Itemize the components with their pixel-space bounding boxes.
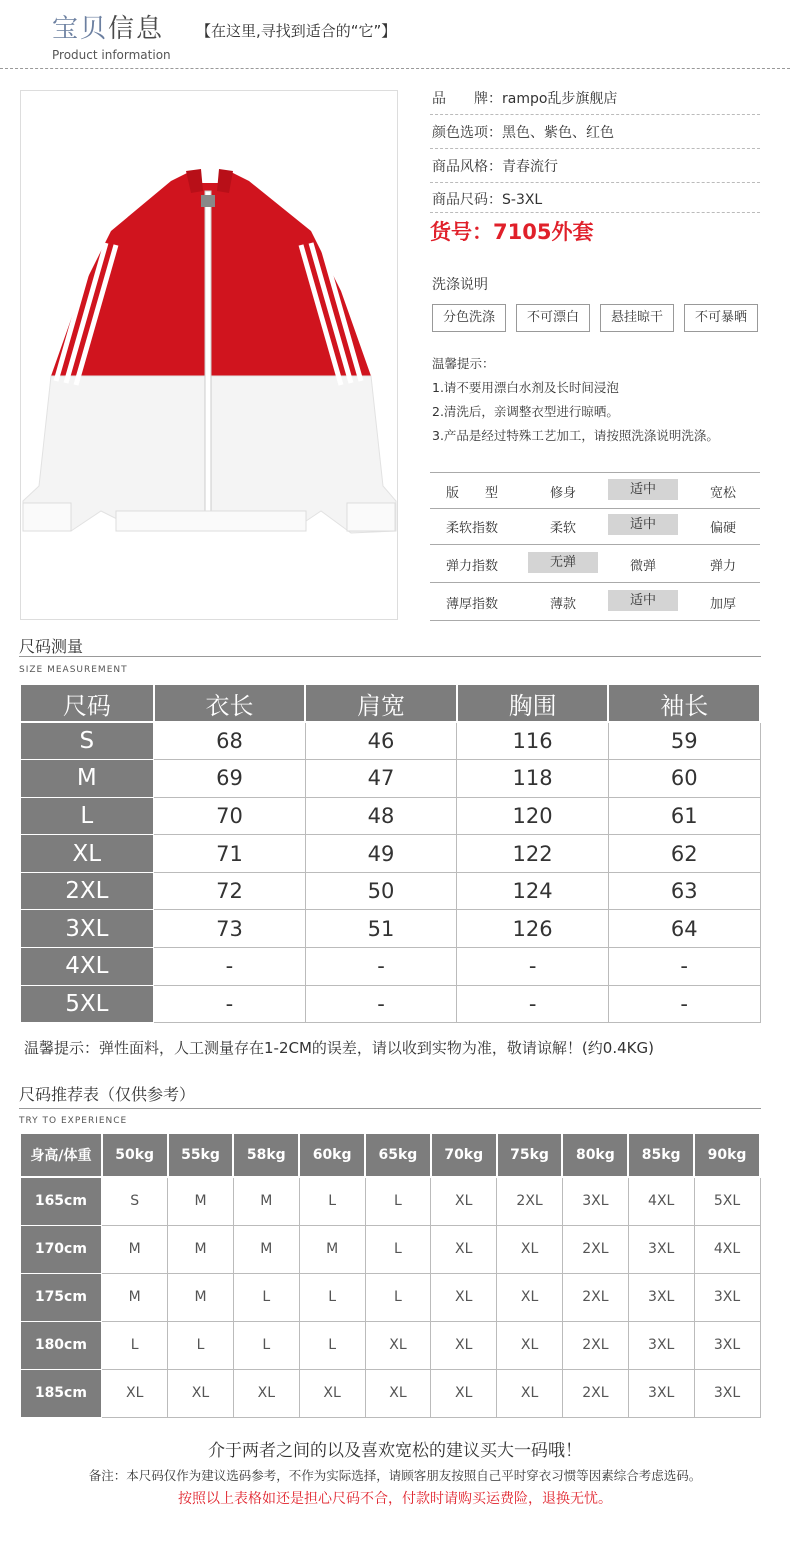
rec-header: 85kg — [628, 1133, 694, 1177]
rec-cell: 3XL — [694, 1321, 760, 1369]
size-cell: 61 — [608, 797, 760, 835]
size-cell: 49 — [305, 835, 457, 873]
attr-name: 柔软指数 — [446, 521, 499, 536]
tip-item: 1.请不要用漂白水剂及长时间浸泡 — [432, 380, 619, 395]
header-divider — [0, 68, 790, 69]
rec-cell: M — [102, 1273, 168, 1321]
rec-cell: XL — [168, 1369, 234, 1417]
rec-cell: L — [299, 1273, 365, 1321]
size-cell: 64 — [608, 910, 760, 948]
rec-height-label: 165cm — [20, 1177, 102, 1225]
wash-item: 分色洗涤 — [432, 304, 506, 332]
attr-option: 偏硬 — [709, 521, 736, 536]
tips-title: 温馨提示： — [432, 356, 495, 371]
rec-cell: XL — [102, 1369, 168, 1417]
attr-option-selected: 适中 — [608, 479, 678, 500]
rec-cell: 4XL — [628, 1177, 694, 1225]
size-header: 袖长 — [608, 684, 760, 722]
attr-option: 加厚 — [709, 597, 736, 612]
size-label: 3XL — [20, 910, 154, 948]
table-row — [20, 948, 760, 986]
size-label: L — [20, 797, 154, 835]
attr-name: 薄厚指数 — [446, 597, 499, 612]
rec-cell: XL — [431, 1273, 497, 1321]
size-cell: - — [154, 985, 306, 1023]
rec-header: 58kg — [233, 1133, 299, 1177]
size-section-subtitle: SIZE MEASUREMENT — [19, 665, 128, 675]
size-cell: - — [457, 948, 609, 986]
rec-section-subtitle: TRY TO EXPERIENCE — [19, 1116, 128, 1126]
size-cell: 116 — [457, 722, 609, 760]
jacket-illustration — [21, 91, 397, 619]
rec-cell: XL — [365, 1321, 431, 1369]
size-cell: - — [457, 985, 609, 1023]
table-row — [20, 1177, 760, 1225]
size-table — [19, 683, 761, 1023]
table-row — [20, 1321, 760, 1369]
attr-name: 弹力指数 — [446, 559, 499, 574]
rec-cell: XL — [431, 1177, 497, 1225]
rec-cell: M — [299, 1225, 365, 1273]
attr-divider — [430, 620, 760, 621]
rec-cell: XL — [497, 1273, 563, 1321]
rec-cell: M — [168, 1177, 234, 1225]
footer-advice: 介于两者之间的以及喜欢宽松的建议买大一码哦！ — [208, 1441, 582, 1461]
rec-cell: 2XL — [562, 1225, 628, 1273]
attr-row-fit — [432, 472, 758, 509]
attr-row-softness — [432, 507, 758, 544]
size-cell: - — [305, 948, 457, 986]
size-cell: - — [154, 948, 306, 986]
size-cell: 70 — [154, 797, 306, 835]
attr-option: 柔软 — [549, 521, 576, 536]
rec-cell: 3XL — [628, 1369, 694, 1417]
size-label: 2XL — [20, 872, 154, 910]
size-label: 4XL — [20, 948, 154, 986]
rec-header: 75kg — [497, 1133, 563, 1177]
info-divider — [430, 182, 760, 183]
info-style: 商品风格：青春流行 — [432, 159, 558, 175]
rec-cell: M — [233, 1225, 299, 1273]
rec-cell: 2XL — [562, 1321, 628, 1369]
rec-cell: M — [233, 1177, 299, 1225]
rec-cell: L — [299, 1321, 365, 1369]
size-cell: 124 — [457, 872, 609, 910]
rec-cell: L — [233, 1273, 299, 1321]
wash-title: 洗涤说明 — [432, 277, 488, 293]
table-row — [20, 1273, 760, 1321]
size-cell: 51 — [305, 910, 457, 948]
rec-height-label: 185cm — [20, 1369, 102, 1417]
size-cell: - — [608, 985, 760, 1023]
rec-header: 身高/体重 — [20, 1133, 102, 1177]
rec-cell: 3XL — [628, 1273, 694, 1321]
rec-header: 55kg — [168, 1133, 234, 1177]
rec-cell: L — [365, 1273, 431, 1321]
table-row — [20, 1225, 760, 1273]
size-cell: 68 — [154, 722, 306, 760]
rec-cell: 2XL — [497, 1177, 563, 1225]
wash-item: 不可漂白 — [516, 304, 590, 332]
rec-cell: M — [168, 1225, 234, 1273]
size-cell: 46 — [305, 722, 457, 760]
size-cell: 73 — [154, 910, 306, 948]
size-cell: 71 — [154, 835, 306, 873]
rec-height-label: 175cm — [20, 1273, 102, 1321]
rec-cell: XL — [497, 1321, 563, 1369]
rec-cell: XL — [431, 1369, 497, 1417]
table-row — [20, 1369, 760, 1417]
size-label: 5XL — [20, 985, 154, 1023]
rec-cell: L — [102, 1321, 168, 1369]
attr-option: 宽松 — [709, 486, 736, 501]
size-label: M — [20, 760, 154, 798]
attr-row-elasticity — [432, 545, 758, 582]
table-row — [20, 797, 760, 835]
size-cell: 48 — [305, 797, 457, 835]
rec-header: 50kg — [102, 1133, 168, 1177]
rec-cell: M — [168, 1273, 234, 1321]
rec-cell: XL — [497, 1369, 563, 1417]
rec-cell: XL — [431, 1225, 497, 1273]
size-cell: 50 — [305, 872, 457, 910]
attr-row-thickness — [432, 583, 758, 620]
info-colors: 颜色选项：黑色、紫色、红色 — [432, 125, 614, 141]
size-header: 衣长 — [154, 684, 306, 722]
rec-section-divider — [19, 1108, 761, 1109]
table-row — [20, 910, 760, 948]
rec-cell: XL — [497, 1225, 563, 1273]
rec-header: 60kg — [299, 1133, 365, 1177]
rec-section-title: 尺码推荐表（仅供参考） — [19, 1085, 196, 1104]
info-brand: 品 牌：rampo乱步旗舰店 — [432, 91, 618, 107]
page-tagline: 【在这里,寻找到适合的“它”】 — [196, 22, 397, 40]
table-row — [20, 722, 760, 760]
rec-cell: L — [365, 1177, 431, 1225]
size-label: XL — [20, 835, 154, 873]
footer-note: 备注：本尺码仅作为建议选码参考，不作为实际选择，请顾客朋友按照自己平时穿衣习惯等因素综合考虑选码。 — [88, 1468, 702, 1483]
size-cell: 120 — [457, 797, 609, 835]
rec-cell: 4XL — [694, 1225, 760, 1273]
page-title: 宝贝信息 — [52, 14, 165, 44]
rec-header: 65kg — [365, 1133, 431, 1177]
info-divider — [430, 114, 760, 115]
recommendation-table — [19, 1132, 761, 1418]
size-cell: 69 — [154, 760, 306, 798]
item-number: 货号：7105外套 — [430, 220, 594, 244]
rec-cell: XL — [431, 1321, 497, 1369]
attr-option: 薄款 — [549, 597, 576, 612]
info-size: 商品尺码：S-3XL — [432, 192, 543, 208]
size-cell: 72 — [154, 872, 306, 910]
attr-option: 微弹 — [629, 559, 656, 574]
attr-option: 弹力 — [709, 559, 736, 574]
attr-option: 修身 — [549, 486, 576, 501]
rec-cell: 3XL — [628, 1225, 694, 1273]
size-cell: 63 — [608, 872, 760, 910]
rec-cell: L — [233, 1321, 299, 1369]
rec-header: 70kg — [431, 1133, 497, 1177]
size-note: 温馨提示：弹性面料，人工测量存在1-2CM的误差，请以收到实物为准，敬请谅解！(约0.4KG) — [24, 1039, 654, 1057]
rec-header: 90kg — [694, 1133, 760, 1177]
wash-item: 悬挂晾干 — [600, 304, 674, 332]
table-row — [20, 872, 760, 910]
size-section-divider — [19, 656, 761, 657]
rec-cell: 2XL — [562, 1273, 628, 1321]
size-cell: 126 — [457, 910, 609, 948]
footer-warning: 按照以上表格如还是担心尺码不合，付款时请购买运费险，退换无忧。 — [178, 1491, 612, 1507]
rec-header: 80kg — [562, 1133, 628, 1177]
attr-option-selected: 适中 — [608, 514, 678, 535]
rec-height-label: 180cm — [20, 1321, 102, 1369]
table-row — [20, 835, 760, 873]
rec-cell: L — [365, 1225, 431, 1273]
size-cell: 122 — [457, 835, 609, 873]
attr-name: 版 型 — [446, 486, 499, 501]
info-divider — [430, 212, 760, 213]
rec-cell: 3XL — [694, 1273, 760, 1321]
size-cell: 118 — [457, 760, 609, 798]
rec-cell: L — [168, 1321, 234, 1369]
attr-option-selected: 无弹 — [528, 552, 598, 573]
rec-cell: XL — [233, 1369, 299, 1417]
size-header: 肩宽 — [305, 684, 457, 722]
attr-option-selected: 适中 — [608, 590, 678, 611]
size-cell: 62 — [608, 835, 760, 873]
rec-cell: 2XL — [562, 1369, 628, 1417]
wash-item: 不可暴晒 — [684, 304, 758, 332]
tip-item: 2.清洗后，亲调整衣型进行晾晒。 — [432, 404, 619, 419]
size-cell: 47 — [305, 760, 457, 798]
size-label: S — [20, 722, 154, 760]
size-header: 尺码 — [20, 684, 154, 722]
table-row — [20, 985, 760, 1023]
size-cell: 59 — [608, 722, 760, 760]
rec-cell: L — [299, 1177, 365, 1225]
table-row — [20, 760, 760, 798]
rec-cell: M — [102, 1225, 168, 1273]
info-divider — [430, 148, 760, 149]
size-cell: - — [305, 985, 457, 1023]
rec-cell: 3XL — [694, 1369, 760, 1417]
product-image — [20, 90, 398, 620]
rec-cell: 5XL — [694, 1177, 760, 1225]
rec-cell: 3XL — [562, 1177, 628, 1225]
page-subtitle: Product information — [52, 48, 171, 62]
rec-cell: XL — [299, 1369, 365, 1417]
size-header: 胸围 — [457, 684, 609, 722]
size-cell: - — [608, 948, 760, 986]
rec-cell: S — [102, 1177, 168, 1225]
rec-cell: XL — [365, 1369, 431, 1417]
size-section-title: 尺码测量 — [19, 637, 84, 656]
size-cell: 60 — [608, 760, 760, 798]
rec-cell: 3XL — [628, 1321, 694, 1369]
tip-item: 3.产品是经过特殊工艺加工，请按照洗涤说明洗涤。 — [432, 428, 719, 443]
rec-height-label: 170cm — [20, 1225, 102, 1273]
